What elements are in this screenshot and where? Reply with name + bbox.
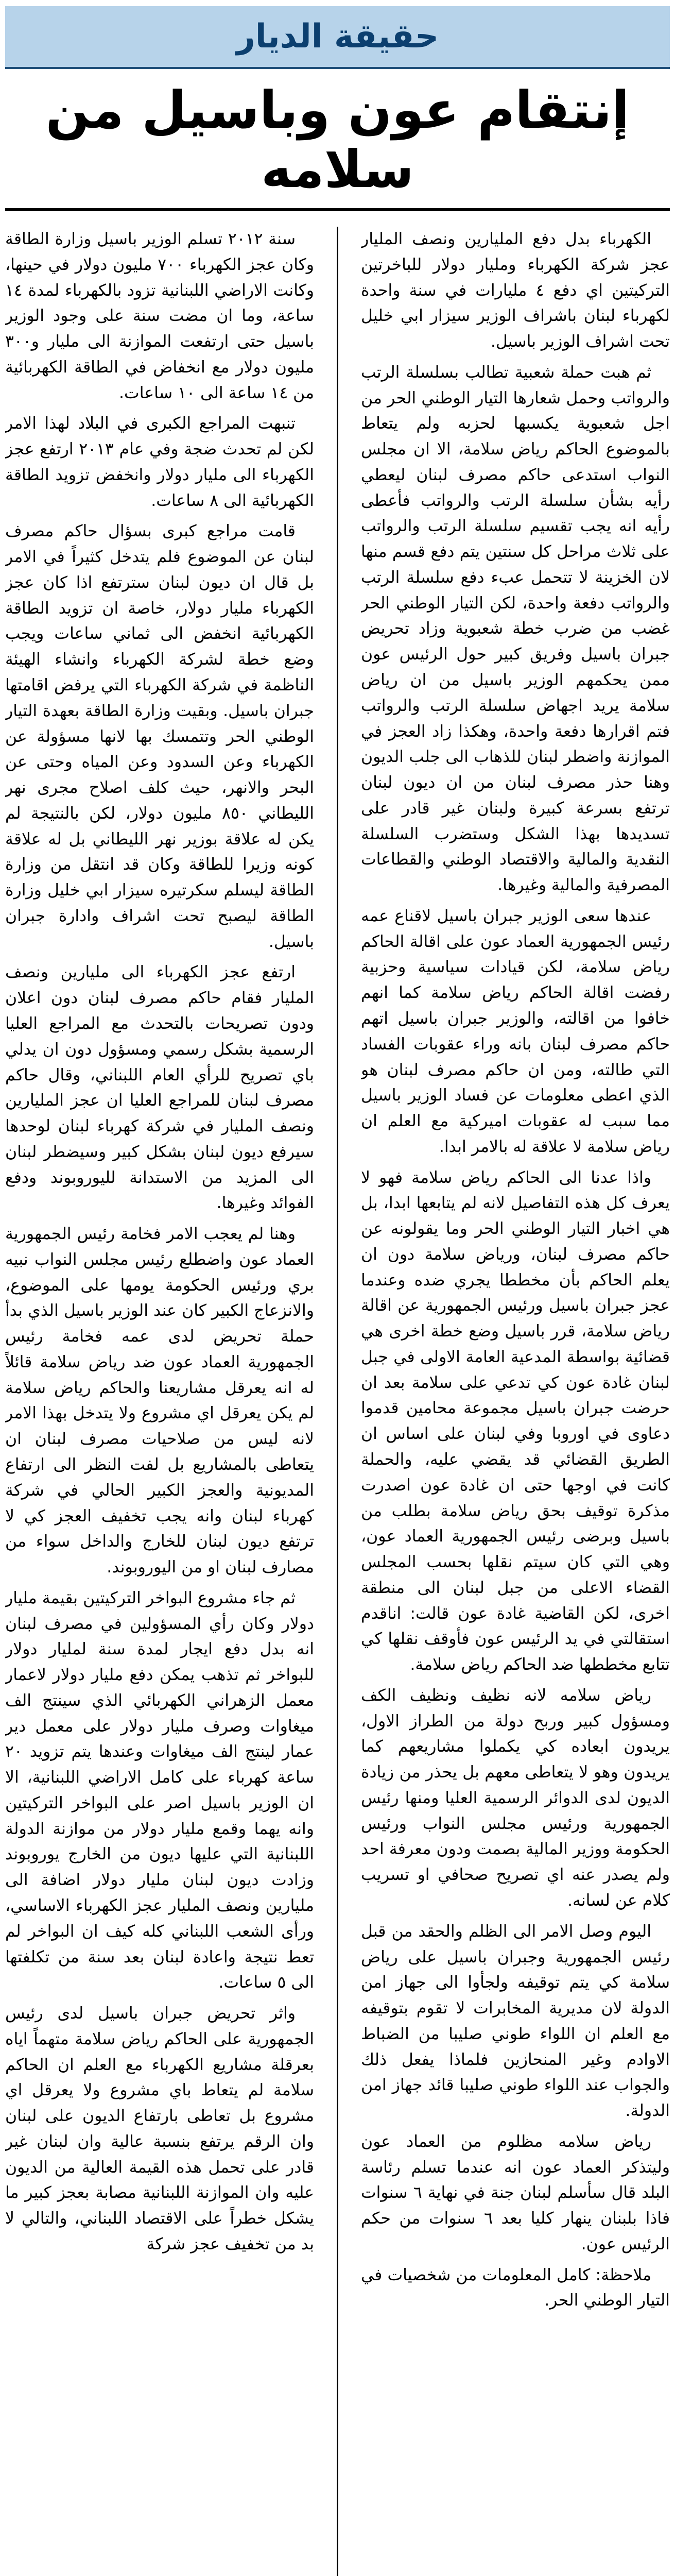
- paragraph: واذا عدنا الى الحاكم رياض سلامة فهو لا يعرف كل هذه التفاصيل لانه لم يتابعها ابدا، بل هي اخبار التيار الوطني الحر وما يقولونه عن حاكم مصرف لبنان، ورياض سلامة دون ان يعلم الحاكم بأن مخططا يجري ضده وعندما عجز جبران باسيل ورئيس الجمهورية عن اقالة رياض سلامة، قرر باسيل وضع خطة اخرى هي قضائية بواسطة المدعية العامة الاولى في جبل لبنان غادة عون كي تدعي على سلامة بعد ان حرضت جبران باسيل مجموعة محامين قدموا دعاوى في اوروبا وفي لبنان على اساس ان الطريق القضائي قد يقضي عليه، والحملة كانت في اوجها حتى ان غادة عون اصدرت مذكرة توقيف بحق رياض سلامة بطلب من باسيل وبرضى رئيس الجمهورية العماد عون، وهي التي كان سيتم نقلها بحسب المجلس القضاء الاعلى من جبل لبنان الى منطقة اخرى، لكن القاضية غادة عون قالت: اناقدم استقالتي في يد الرئيس عون فأوقف نقلها كي تتابع مخططها ضد الحاكم رياض سلامة.: [361, 1168, 670, 1674]
- article-body: [5, 227, 670, 2576]
- paragraph: ثم هبت حملة شعبية تطالب بسلسلة الرتب والرواتب وحمل شعارها التيار الوطني الحر من اجل شعبوية يكسبها لحزبه ولم يتعاط بالموضوع الحاكم رياض سلامة، الا ان مجلس النواب استدعى حاكم مصرف لبنان ليعطي رأيه بشأن سلسلة الرتب والرواتب فأعطى رأيه انه يجب تقسيم سلسلة الرتب والرواتب على ثلاث مراحل كل سنتين يتم دفع قسم منها لان الخزينة لا تتحمل عبء دفع سلسلة الرتب والرواتب دفعة واحدة، لكن التيار الوطني الحر غضب من ضرب خطة شعبوية وزاد تحريض جبران باسيل وفريق كبير حول الرئيس عون ممن يحكمهم الوزير باسيل من ان رياض سلامة يريد اجهاض سلسلة الرتب والرواتب فتم اقرارها دفعة واحدة، وهكذا زاد العجز في الموازنة واضطر لبنان للذهاب الى جلب الديون وهنا حذر مصرف لبنان من ان ديون لبنان ترتفع بسرعة كبيرة ولبنان غير قادر على تسديدها بهذا الشكل وستضرب السلسلة النقدية والمالية والاقتصاد الوطني والقطاعات المصرفية والمالية وغيرها.: [361, 363, 670, 895]
- section-title: حقيقة الديار: [236, 18, 439, 56]
- headline: إنتقام عون وباسيل من سلامه: [45, 80, 630, 199]
- column-right: [5, 227, 314, 2576]
- paragraph: ثم جاء مشروع البواخر التركيتين بقيمة مليار دولار وكان رأي المسؤولين في مصرف لبنان انه بدل دفع ايجار لمدة سنة لمليار دولار للبواخر ثم تذهب يمكن دفع مليار دولار لاعمار معمل الزهراني الكهربائي الذي سينتج الف ميغاوات وصرف مليار دولار على معمل دير عمار لينتج الف ميغاوات وعندها يتم تزويد ٢٠ ساعة كهرباء على كامل الاراضي اللبنانية، الا ان الوزير باسيل اصر على البواخر التركيتين وانه يهما وقمع مليار دولار من موازنة الدولة اللبنانية التي عليها ديون من الخارج يوروبوند وزادت ديون لبنان مليار دولار اضافة الى مليارين ونصف المليار عجز الكهرباء الاساسي، ورأى الشعب اللبناني كله كيف ان البواخر لم تعط نتيجة واعادة لبنان بعد سنة من تكلفتها الى ٥ ساعات.: [5, 1588, 314, 1992]
- paragraph: تنبهت المراجع الكبرى في البلاد لهذا الامر لكن لم تحدث ضجة وفي عام ٢٠١٣ ارتفع عجز الكهرباء الى مليار دولار وانخفض تزويد الطاقة الكهربائية الى ٨ ساعات.: [5, 414, 314, 510]
- paragraph: قامت مراجع كبرى بسؤال حاكم مصرف لبنان عن الموضوع فلم يتدخل كثيراً في الامر بل قال ان ديون لبنان سترتفع اذا كان عجز الكهرباء مليار دولار، خاصة ان تزويد الطاقة الكهربائية انخفض الى ثماني ساعات ويجب وضع خطة لشركة الكهرباء وانشاء الهيئة الناظمة في شركة الكهرباء التي يرفض اقامتها جبران باسيل. وبقيت وزارة الطاقة بعهدة التيار الوطني الحر وتتمسك بها لانها مسؤولة عن الكهرباء وعن السدود وعن المياه وحتى عن البحر والانهر، حيث كلف اصلاح مجرى نهر الليطاني ٨٥٠ مليون دولار، لكن بالنتيجة لم يكن له علاقة بوزير نهر الليطاني بل له علاقة كونه وزيرا للطاقة وكان قد انتقل من وزارة الطاقة ليسلم سكرتيره سيزار ابي خليل وزارة الطاقة ليصبح تحت اشراف وادارة جبران باسيل.: [5, 522, 314, 951]
- paragraph: سنة ٢٠١٢ تسلم الوزير باسيل وزارة الطاقة وكان عجز الكهرباء ٧٠٠ مليون دولار في حينها، وكانت الاراضي اللبنانية تزود بالكهرباء لمدة ١٤ ساعة، وما ان مضت سنة على وجود الوزير باسيل حتى ارتفعت الموازنة الى مليار و٣٠٠ مليون دولار مع انخفاض في الطاقة الكهربائية من ١٤ ساعة الى ١٠ ساعات.: [5, 230, 314, 402]
- paragraph: رياض سلامه مظلوم من العماد عون وليتذكر العماد عون انه عندما تسلم رئاسة البلد قال سأسلم لبنان جنة في نهاية ٦ سنوات فاذا بلبنان ينهار كليا بعد ٦ سنوات من حكم الرئيس عون.: [361, 2132, 670, 2253]
- paragraph: رياض سلامه لانه نظيف ونظيف الكف ومسؤول كبير وربح دولة من الطراز الاول، يريدون ابعاده كي يكملوا مشاريعهم كما يريدون وهو لا يتعاطى معهم بل يحذر من زيادة الديون لدى الدوائر الرسمية العليا ومنها رئيس الجمهورية ورئيس مجلس النواب ورئيس الحكومة ووزير المالية بصمت ودون معرفة احد ولم يصدر عنه اي تصريح صحافي او تسريب كلام عن لسانه.: [361, 1686, 670, 1910]
- paragraph: وهنا لم يعجب الامر فخامة رئيس الجمهورية العماد عون واضطلع رئيس مجلس النواب نبيه بري ورئيس الحكومة يومها على الموضوع، والانزعاج الكبير كان عند الوزير باسيل الذي بدأ حملة تحريض لدى عمه فخامة رئيس الجمهورية العماد عون ضد رياض سلامة قائلاً له انه يعرقل مشاريعنا والحاكم رياض سلامة لم يكن يعرقل اي مشروع ولا يتدخل بهذا الامر لانه ليس من صلاحيات مصرف لبنان ان يتعاطى بالمشاريع بل لفت النظر الى ارتفاع المديونية والعجز الكبير الحالي في شركة كهرباء لبنان وانه يجب تخفيف العجز كي لا ترتفع ديون لبنان للخارج والداخل سواء من مصارف لبنان او من اليوروبوند.: [5, 1225, 314, 1577]
- paragraph: الكهرباء بدل دفع المليارين ونصف المليار عجز شركة الكهرباء ومليار دولار للباخرتين التركيتين اي دفع ٤ مليارات في سنة واحدة لكهرباء لبنان باشراف الوزير سيزار ابي خليل تحت اشراف الوزير باسيل.: [361, 230, 670, 351]
- column-left: [361, 227, 670, 2576]
- paragraph: واثر تحريض جبران باسيل لدى رئيس الجمهورية على الحاكم رياض سلامة متهماً اياه بعرقلة مشاريع الكهرباء مع العلم ان الحاكم سلامة لم يتعاط باي مشروع ولا يعرقل اي مشروع بل تعاطى بارتفاع الديون على لبنان وان الرقم يرتفع بنسبة عالية وان لبنان غير قادر على تحمل هذه القيمة العالية من الديون عليه وان الموازنة اللبنانية مصابة بعجز كبير ما يشكل خطراً على الاقتصاد اللبناني، والتالي لا بد من تخفيف عجز شركة: [5, 2004, 314, 2253]
- headline-rule: [5, 208, 670, 211]
- section-banner: [5, 6, 670, 69]
- paragraph: اليوم وصل الامر الى الظلم والحقد من قبل رئيس الجمهورية وجبران باسيل على رياض سلامة كي يتم توقيفه ولجأوا الى جهاز امن الدولة لان مديرية المخابرات لا تقوم بتوقيفه مع العلم ان اللواء طوني صليبا من الضباط الاوادم وغير المنحازين فلماذا يفعل ذلك والجواب عند اللواء طوني صليبا قائد جهاز امن الدولة.: [361, 1922, 670, 2121]
- paragraph: ارتفع عجز الكهرباء الى مليارين ونصف المليار فقام حاكم مصرف لبنان دون اعلان ودون تصريحات بالتحدث مع المراجع العليا الرسمية بشكل رسمي ومسؤول دون ان يدلي باي تصريح للرأي العام اللبناني، وقال حاكم مصرف لبنان للمراجع العليا ان عجز المليارين ونصف المليار في شركة كهرباء لبنان لوحدها سيرفع ديون لبنان بشكل كبير وسيضطر لبنان الى المزيد من الاستدانة لليوروبوند ودفع الفوائد وغيرها.: [5, 963, 314, 1213]
- paragraph: ملاحظة: كامل المعلومات من شخصيات في التيار الوطني الحر.: [361, 2265, 670, 2310]
- paragraph: عندها سعى الوزير جبران باسيل لاقناع عمه رئيس الجمهورية العماد عون على اقالة الحاكم رياض سلامة، لكن قيادات سياسية وحزبية رفضت اقالة الحاكم رياض سلامة كما انهم خافوا من اقالته، والوزير جبران باسيل اتهم حاكم مصرف لبنان بانه وراء عقوبات الفساد التي طالته، ومن ان حاكم مصرف لبنان هو الذي اعطى معلومات عن فساد الوزير باسيل مما سبب له عقوبات اميركية مع العلم ان رياض سلامة لا علاقة له بالامر ابدا.: [361, 906, 670, 1156]
- column-divider: [337, 227, 338, 2576]
